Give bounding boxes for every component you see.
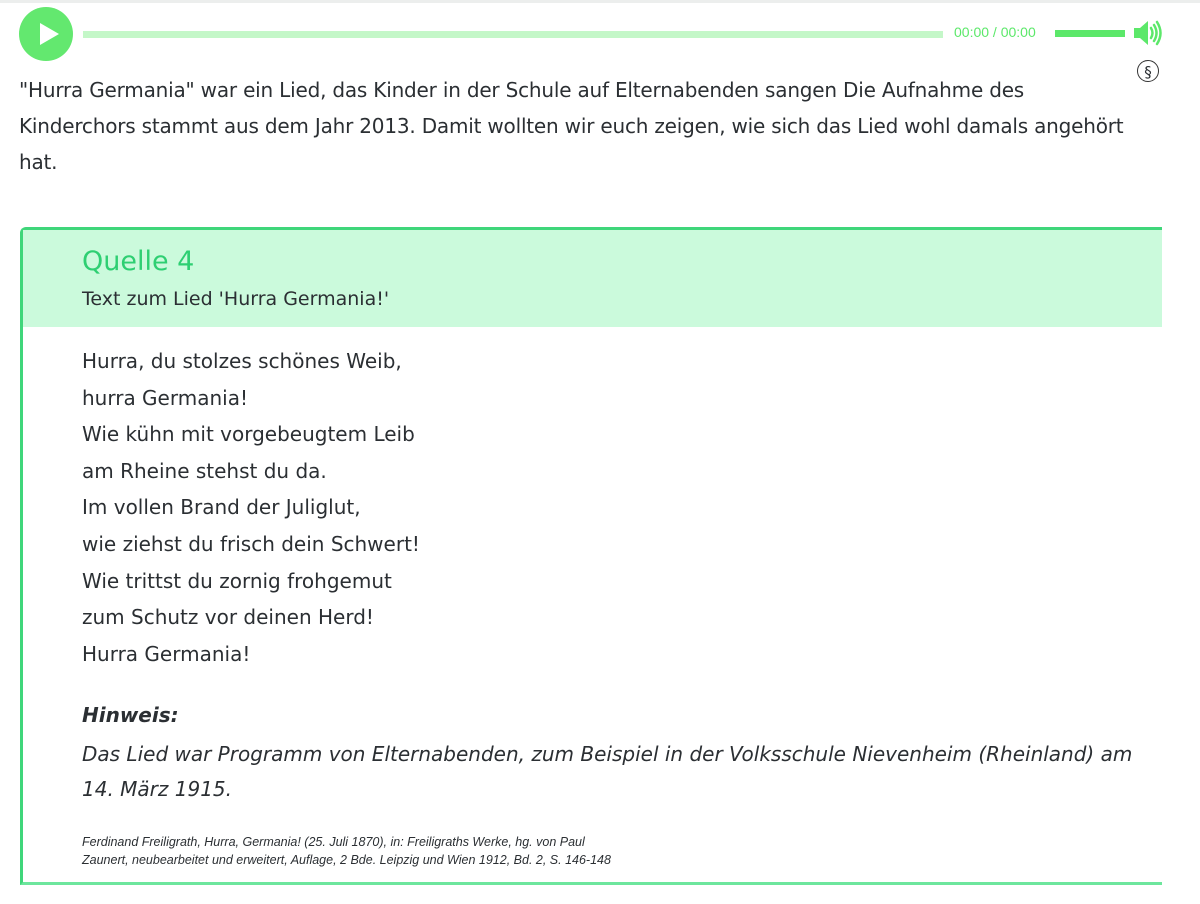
progress-bar[interactable] bbox=[83, 31, 943, 38]
poem-line: Wie trittst du zornig frohgemut bbox=[82, 568, 392, 593]
poem-line: zum Schutz vor deinen Herd! bbox=[82, 605, 374, 630]
source-title: Quelle 4 bbox=[82, 246, 195, 277]
volume-icon[interactable] bbox=[1132, 19, 1162, 47]
paragraph-icon[interactable]: § bbox=[1137, 60, 1159, 82]
poem-line: Hurra, du stolzes schönes Weib, bbox=[82, 349, 402, 373]
hint-label: Hinweis: bbox=[82, 703, 179, 727]
play-button[interactable] bbox=[19, 7, 73, 61]
poem bbox=[82, 343, 420, 672]
hint-text: Das Lied war Programm von Elternabenden, zum Beispiel in der Volksschule Nievenheim (Rheinland) am 14. März 1915. bbox=[82, 742, 1133, 801]
time-display: 00:00 / 00:00 bbox=[954, 24, 1036, 40]
poem-line: Im vollen Brand der Juliglut, bbox=[82, 495, 361, 520]
poem-line: hurra Germania! bbox=[82, 385, 248, 410]
poem-line: wie ziehst du frisch dein Schwert! bbox=[82, 531, 420, 556]
source-box bbox=[20, 227, 1162, 885]
intro-text: "Hurra Germania" war ein Lied, das Kinder in der Schule auf Elternabenden sangen Die Aufnahme des Kinderchors stammt aus dem Jahr 2013. Damit wollten wir euch zeigen, wie sich das Lied wohl damals angehört hat. bbox=[19, 78, 1124, 174]
poem-line: Hurra Germania! bbox=[82, 641, 251, 666]
source-subtitle: Text zum Lied 'Hurra Germania!' bbox=[82, 288, 390, 310]
citation-line: Zaunert, neubearbeitet und erweitert, Auflage, 2 Bde. Leipzig und Wien 1912, Bd. 2, S. 146-148 bbox=[82, 853, 611, 867]
poem-line: am Rheine stehst du da. bbox=[82, 458, 327, 483]
poem-line: Wie kühn mit vorgebeugtem Leib bbox=[82, 422, 415, 447]
citation bbox=[82, 833, 611, 869]
citation-line: Ferdinand Freiligrath, Hurra, Germania! (25. Juli 1870), in: Freiligraths Werke, hg. von Paul bbox=[82, 835, 585, 849]
volume-slider[interactable] bbox=[1055, 30, 1125, 37]
source-header bbox=[23, 230, 1162, 327]
top-divider bbox=[0, 0, 1200, 3]
audio-player bbox=[19, 7, 1164, 59]
